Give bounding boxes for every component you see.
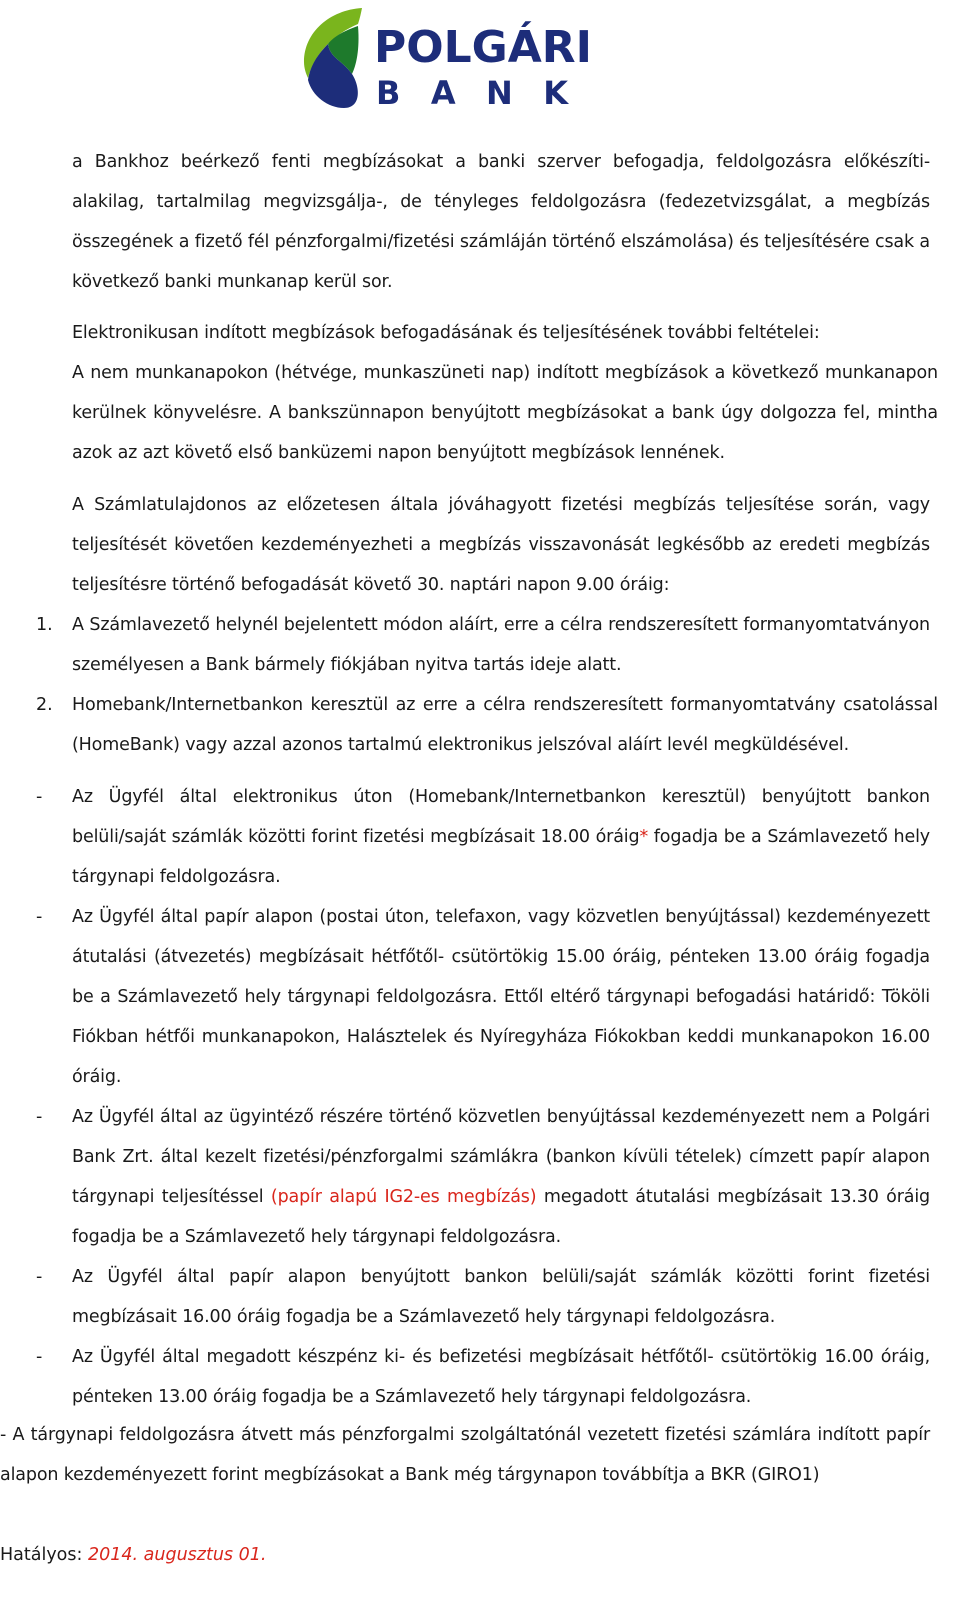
bullet-marker-6: - — [0, 1425, 13, 1445]
bullet-item-5: Az Ügyfél által megadott készpénz ki- és befizetési megbízásait hétfőtől- csütörtökig 16.00 óráig, pénteken 13.00 óráig fogadja be a Számlavezető hely tárgynapi feldolgozásra. — [72, 1347, 930, 1407]
logo-line2: BANK — [376, 74, 588, 112]
logo-line1: POLGÁRI — [374, 22, 593, 73]
effective-date-value: 2014. augusztus 01. — [87, 1545, 267, 1565]
list-marker-2: 2. — [36, 695, 53, 715]
bullet-item-6 — [0, 1415, 930, 1495]
bullet-marker-4: - — [36, 1267, 43, 1287]
revocation-paragraph: A Számlatulajdonos az előzetesen általa jóváhagyott fizetési megbízás teljesítése során, vagy teljesítését követően kezdeményezheti a megbízás visszavonását legkésőbb az eredeti megbízás teljesítésre történő befogadását követő 30. naptári napon 9.00 óráig: — [72, 495, 930, 595]
footnote-star: * — [639, 827, 649, 847]
bullet-marker-1: - — [36, 787, 43, 807]
numbered-item-1: A Számlavezető helynél bejelentett módon aláírt, erre a célra rendszeresített formanyomtatványon személyesen a Bank bármely fiókjában nyitva tartás ideje alatt. — [72, 615, 930, 675]
list-marker-1: 1. — [36, 615, 53, 635]
intro-paragraph: a Bankhoz beérkező fenti megbízásokat a banki szerver befogadja, feldolgozásra előkészíti-alakilag, tartalmilag megvizsgálja-, de tényleges feldolgozásra (fedezetvizsgálat, a megbízás összegének a fizető fél pénzforgalmi/fizetési számláján történő elszámolása) és teljesítésére csak a következő banki munkanap kerül sor. — [72, 152, 930, 292]
bullet-item-3 — [72, 1097, 930, 1257]
bullet-1-text-b: fogadja be a Számlavezető hely tárgynapi feldolgozásra. — [72, 827, 930, 887]
conditions-title: Elektronikusan indított megbízások befogadásának és teljesítésének további feltételei: — [72, 323, 820, 343]
bullet-item-2: Az Ügyfél által papír alapon (postai úton, telefaxon, vagy közvetlen benyújtással) kezdeményezett átutalási (átvezetés) megbízásait hétfőtől- csütörtökig 15.00 óráig, pénteken 13.00 óráig fogadja be a Számlavezető hely tárgynapi feldolgozásra. Ettől eltérő tárgynapi befogadási határidő: Tököli Fiókban hétfői munkanapokon, Halásztelek és Nyíregyháza Fiókokban keddi munkanapokon 16.00 óráig. — [72, 907, 930, 1087]
leaf-icon — [304, 8, 362, 108]
bullet-item-1 — [72, 777, 930, 897]
effective-date — [0, 1538, 266, 1572]
effective-label: Hatályos: — [0, 1545, 88, 1565]
bullet-1-text-a: Az Ügyfél által elektronikus úton (Homebank/Internetbankon keresztül) benyújtott bankon belüli/saját számlák közötti forint fizetési megbízásait 18.00 óráig — [72, 787, 930, 847]
numbered-item-2: Homebank/Internetbankon keresztül az erre a célra rendszeresített formanyomtatvány csatolással (HomeBank) vagy azzal azonos tartalmú elektronikus jelszóval aláírt levél megküldésével. — [72, 695, 938, 755]
bullet-marker-5: - — [36, 1347, 43, 1367]
nonworking-paragraph: A nem munkanapokon (hétvége, munkaszüneti nap) indított megbízások a következő munkanapon kerülnek könyvelésre. A bankszünnapon benyújtott megbízásokat a bank úgy dolgozza fel, mintha azok az azt követő első banküzemi napon benyújtott megbízások lennének. — [72, 363, 938, 463]
bullet-3-text-a: Az Ügyfél által az ügyintéző részére történő közvetlen benyújtással kezdeményezett nem a Polgári Bank Zrt. által kezelt fizetési/pénzforgalmi számlákra (bankon kívüli tételek) címzett papír alapon tárgynapi teljesítéssel — [72, 1107, 930, 1207]
bullet-item-4: Az Ügyfél által papír alapon benyújtott bankon belüli/saját számlák közötti forint fizetési megbízásait 16.00 óráig fogadja be a Számlavezető hely tárgynapi feldolgozásra. — [72, 1267, 930, 1327]
polgari-bank-logo — [300, 4, 600, 112]
bullet-marker-2: - — [36, 907, 43, 927]
bullet-3-red-note: (papír alapú IG2-es megbízás) — [270, 1187, 537, 1207]
bullet-marker-3: - — [36, 1107, 43, 1127]
bullet-3-text-b: megadott átutalási megbízásait 13.30 óráig fogadja be a Számlavezető hely tárgynapi feldolgozásra. — [72, 1187, 930, 1247]
bullet-6-text: A tárgynapi feldolgozásra átvett más pénzforgalmi szolgáltatónál vezetett fizetési számlára indított papír alapon kezdeményezett forint megbízásokat a Bank még tárgynapon továbbítja a BKR (GIRO1) — [0, 1425, 930, 1485]
